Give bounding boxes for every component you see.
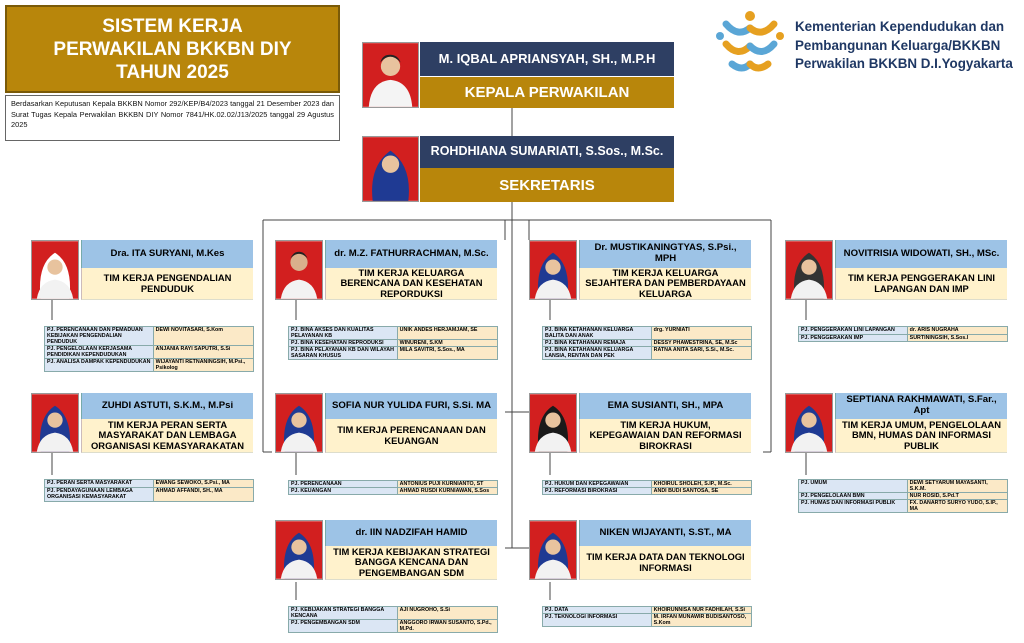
staff-role: PJ. ANALISA DAMPAK KEPENDUDUKAN — [45, 359, 154, 372]
leader-2-name: ROHDHIANA SUMARIATI, S.Sos., M.Sc. — [420, 136, 674, 168]
title-line-3: TAHUN 2025 — [116, 62, 229, 83]
agency-line-3: Perwakilan BKKBN D.I.Yogyakarta — [795, 56, 1013, 71]
staff-name: DEWI SETYARUM MAYASANTI, S.K.M. — [907, 480, 1007, 493]
team-5-photo — [31, 393, 79, 453]
staff-role: PJ. BINA AKSES DAN KUALITAS PELAYANAN KB — [289, 327, 398, 340]
staff-row — [543, 614, 752, 627]
team-4-leader-name: NOVITRISIA WIDOWATI, SH., MSc. — [835, 240, 1007, 268]
staff-row — [45, 359, 254, 372]
staff-name: drg. YURNIATI — [651, 327, 751, 340]
team-7-title: TIM KERJA HUKUM, KEPEGAWAIAN DAN REFORMASI BIROKRASI — [579, 419, 751, 453]
staff-role: PJ. BINA KESEHATAN REPRODUKSI — [289, 340, 398, 347]
team-3-title: TIM KERJA KELUARGA SEJAHTERA DAN PEMBERDAYAAN KELUARGA — [579, 268, 751, 300]
staff-name: AHMAD RUSDI KURNIAWAN, S.Sos — [397, 488, 497, 495]
staff-row — [799, 480, 1008, 493]
staff-row — [799, 335, 1008, 342]
staff-row — [289, 481, 498, 488]
team-5-title: TIM KERJA PERAN SERTA MASYARAKAT DAN LEMBAGA ORGANISASI KEMASYARAKATAN — [81, 419, 253, 453]
staff-role: PJ. PENDAYAGUNAAN LEMBAGA ORGANISASI KEMASYARAKAT — [45, 488, 154, 502]
staff-row — [289, 347, 498, 360]
leader-2-position: SEKRETARIS — [420, 168, 674, 202]
staff-row — [289, 488, 498, 495]
staff-row — [543, 327, 752, 340]
team-8-staff-table — [798, 479, 1008, 513]
team-9-photo — [275, 520, 323, 580]
staff-row — [543, 481, 752, 488]
team-2-staff-table — [288, 326, 498, 360]
team-10-staff-table — [542, 606, 752, 627]
staff-name: FX. DANARTO SURYO YUDO, S.IP., MA — [907, 500, 1007, 513]
agency-line-2: Pembangunan Keluarga/BKKBN — [795, 37, 1001, 53]
staff-name: WINURENI, S.KM — [397, 340, 497, 347]
staff-role: PJ. KEBIJAKAN STRATEGI BANGGA KENCANA — [289, 607, 398, 620]
team-7-leader-name: EMA SUSIANTI, SH., MPA — [579, 393, 751, 419]
team-10-leader-name: NIKEN WIJAYANTI, S.ST., MA — [579, 520, 751, 546]
team-1-title: TIM KERJA PENGENDALIAN PENDUDUK — [81, 268, 253, 300]
staff-name: RATNA ANITA SARI, S.Si., M.Sc. — [651, 347, 751, 360]
title-line-1: SISTEM KERJA — [102, 16, 243, 37]
team-3-photo — [529, 240, 577, 300]
team-3-staff-table — [542, 326, 752, 360]
staff-name: KHOIRUNNISA NUR FADHILAH, S.Si — [651, 607, 751, 614]
team-8-title: TIM KERJA UMUM, PENGELOLAAN BMN, HUMAS DAN INFORMASI PUBLIK — [835, 419, 1007, 453]
team-9-title: TIM KERJA KEBIJAKAN STRATEGI BANGGA KENCANA DAN PENGEMBANGAN SDM — [325, 546, 497, 580]
staff-name: ANGGORO IRWAN SUSANTO, S.Pd., M.Pd. — [397, 620, 497, 633]
team-4-staff-table — [798, 326, 1008, 342]
staff-name: M. IRFAN MUNAWIR BUDISANTOSO, S.Kom — [651, 614, 751, 627]
staff-role: PJ. DATA — [543, 607, 652, 614]
staff-name: AHMAD AFFANDI, SH., MA — [153, 488, 253, 502]
staff-row — [289, 327, 498, 340]
staff-row — [45, 327, 254, 346]
team-2-leader-name: dr. M.Z. FATHURRACHMAN, M.Sc. — [325, 240, 497, 268]
staff-role: PJ. PENGGERAKAN IMP — [799, 335, 908, 342]
staff-role: PJ. PERAN SERTA MASYARAKAT — [45, 480, 154, 488]
team-8-leader-name: SEPTIANA RAKHMAWATI, S.Far., Apt — [835, 393, 1007, 419]
staff-row — [289, 607, 498, 620]
team-6-leader-name: SOFIA NUR YULIDA FURI, S.Si. MA — [325, 393, 497, 419]
staff-name: ANJANIA RAYI SAPUTRI, S.Si — [153, 346, 253, 359]
staff-role: PJ. UMUM — [799, 480, 908, 493]
staff-row — [289, 620, 498, 633]
staff-row — [45, 346, 254, 359]
staff-row — [543, 607, 752, 614]
staff-name: NUR ROSID, S.Pd.T — [907, 493, 1007, 500]
staff-role: PJ. PERENCANAAN DAN PEMADUAN KEBIJAKAN PENGENDALIAN PENDUDUK — [45, 327, 154, 346]
team-6-photo — [275, 393, 323, 453]
staff-role: PJ. BINA KETAHANAN REMAJA — [543, 340, 652, 347]
team-9-leader-name: dr. IIN NADZIFAH HAMID — [325, 520, 497, 546]
team-10-title: TIM KERJA DATA DAN TEKNOLOGI INFORMASI — [579, 546, 751, 580]
staff-role: PJ. REFORMASI BIROKRASI — [543, 488, 652, 495]
staff-role: PJ. PENGELOLAAN KERJASAMA PENDIDIKAN KEPENDUDUKAN — [45, 346, 154, 359]
staff-name: UNIK ANDES HERJAMJAM, SE — [397, 327, 497, 340]
leader-1-photo — [362, 42, 419, 108]
staff-role: PJ. HUKUM DAN KEPEGAWAIAN — [543, 481, 652, 488]
bkkbn-logo — [712, 8, 788, 80]
staff-name: dr. ARIS NUGRAHA — [907, 327, 1007, 335]
team-1-leader-name: Dra. ITA SURYANI, M.Kes — [81, 240, 253, 268]
title-box — [5, 5, 340, 93]
agency-name — [795, 18, 1023, 74]
staff-role: PJ. PENGELOLAAN BMN — [799, 493, 908, 500]
team-7-staff-table — [542, 480, 752, 495]
team-9-staff-table — [288, 606, 498, 633]
team-1-staff-table — [44, 326, 254, 372]
staff-name: ANTONIUS PUJI KURNIANTO, ST — [397, 481, 497, 488]
staff-role: PJ. BINA KETAHANAN KELUARGA LANSIA, RENTAN DAN PEK — [543, 347, 652, 360]
staff-row — [45, 488, 254, 502]
staff-name: WIJAYANTI RETNANINGSIH, M.Psi., Psikolog — [153, 359, 253, 372]
staff-name: KHOIRUL SHOLEH, S.IP., M.Sc. — [651, 481, 751, 488]
staff-row — [543, 340, 752, 347]
team-6-staff-table — [288, 480, 498, 495]
team-3-leader-name: Dr. MUSTIKANINGTYAS, S.Psi., MPH — [579, 240, 751, 268]
decree-text: Berdasarkan Keputusan Kepala BKKBN Nomor 292/KEP/B4/2023 tanggal 21 Desember 2023 dan Surat Tugas Kepala Perwakilan BKKBN DIY Nomor 7841/HK.02.02/J13/2025 tanggal 29 Agustus 2025 — [5, 95, 340, 141]
staff-name: DEWI NOVITASARI, S.Kom — [153, 327, 253, 346]
staff-name: EWANG SEWOKO, S.Psi., MA — [153, 480, 253, 488]
team-5-staff-table — [44, 479, 254, 502]
leader-2-photo — [362, 136, 419, 202]
staff-name: DESSY PHAWESTRINA, SE, M.Sc — [651, 340, 751, 347]
staff-row — [799, 493, 1008, 500]
team-7-photo — [529, 393, 577, 453]
staff-role: PJ. BINA PELAYANAN KB DAN WILAYAH SASARAN KHUSUS — [289, 347, 398, 360]
team-1-photo — [31, 240, 79, 300]
team-6-title: TIM KERJA PERENCANAAN DAN KEUANGAN — [325, 419, 497, 453]
team-8-photo — [785, 393, 833, 453]
leader-1-name: M. IQBAL APRIANSYAH, SH., M.P.H — [420, 42, 674, 76]
staff-role: PJ. HUMAS DAN INFORMASI PUBLIK — [799, 500, 908, 513]
staff-row — [799, 500, 1008, 513]
staff-name: ANDI BUDI SANTOSA, SE — [651, 488, 751, 495]
team-5-leader-name: ZUHDI ASTUTI, S.K.M., M.Psi — [81, 393, 253, 419]
staff-name: SURTININGSIH, S.Sos.I — [907, 335, 1007, 342]
team-4-title: TIM KERJA PENGGERAKAN LINI LAPANGAN DAN IMP — [835, 268, 1007, 300]
staff-row — [543, 488, 752, 495]
staff-row — [45, 480, 254, 488]
staff-role: PJ. PENGGERAKAN LINI LAPANGAN — [799, 327, 908, 335]
staff-role: PJ. PERENCANAAN — [289, 481, 398, 488]
team-2-photo — [275, 240, 323, 300]
staff-role: PJ. PENGEMBANGAN SDM — [289, 620, 398, 633]
staff-role: PJ. KEUANGAN — [289, 488, 398, 495]
team-2-title: TIM KERJA KELUARGA BERENCANA DAN KESEHATAN REPORDUKSI — [325, 268, 497, 300]
team-10-photo — [529, 520, 577, 580]
staff-row — [289, 340, 498, 347]
team-4-photo — [785, 240, 833, 300]
staff-row — [799, 327, 1008, 335]
staff-name: MILA SAVITRI, S.Sos., MA — [397, 347, 497, 360]
agency-line-1: Kementerian Kependudukan dan — [795, 19, 1005, 34]
leader-1-position: KEPALA PERWAKILAN — [420, 77, 674, 108]
staff-name: AJI NUGROHO, S.Si — [397, 607, 497, 620]
staff-role: PJ. BINA KETAHANAN KELUARGA BALITA DAN ANAK — [543, 327, 652, 340]
staff-row — [543, 347, 752, 360]
staff-role: PJ. TEKNOLOGI INFORMASI — [543, 614, 652, 627]
title-line-2: PERWAKILAN BKKBN DIY — [53, 39, 292, 60]
